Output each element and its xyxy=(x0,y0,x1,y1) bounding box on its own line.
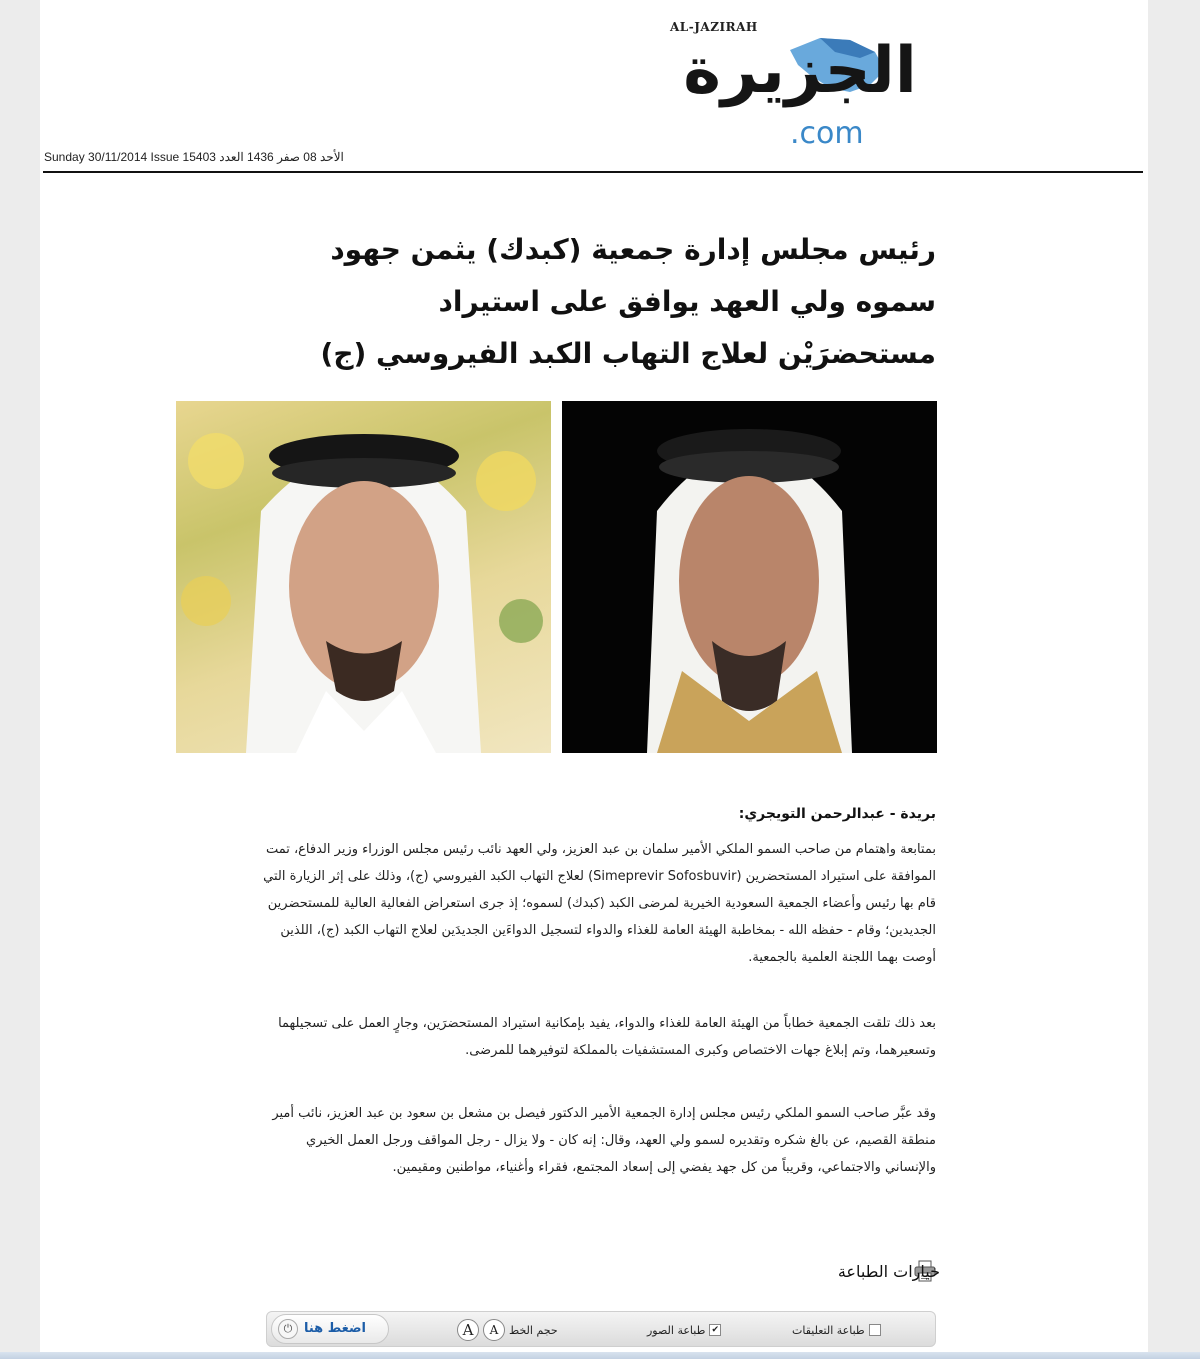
print-images-label: طباعة الصور xyxy=(647,1323,706,1337)
article-paragraph: بمتابعة واهتمام من صاحب السمو الملكي الأمير سلمان بن عبد العزيز، ولي العهد نائب رئيس مجلس الوزراء وزير الدفاع، تمت الموافقة على استيراد المستحضرين (Simeprevir Sofosbuvir) لعلاج التهاب الكبد الفيروسي (ج)، وذلك على إثر الزيارة التي قام بها رئيس وأعضاء الجمعية السعودية الخيرية لمرضى الكبد (كبدك) لسموه؛ إذ جرى استعراض الفعالية العالية للمستحضرين الجديدين؛ وقام - حفظه الله - بمخاطبة الهيئة العامة للغذاء والدواء لتسجيل الدواءَين الجديدَين لعلاج التهاب الكبد (ج)، اللذين أوصت بهما اللجنة العلمية بالجمعية. xyxy=(263,842,936,965)
article-byline: بريدة - عبدالرحمن التويجري: xyxy=(738,806,936,822)
font-size-option xyxy=(457,1312,558,1348)
print-comments-checkbox[interactable] xyxy=(869,1324,881,1336)
print-options-title: خيارات الطباعة xyxy=(837,1262,940,1281)
power-icon: ⏻ xyxy=(278,1319,298,1339)
logo-arabic-text: الجزيرة xyxy=(683,34,917,108)
portrait-photo-right xyxy=(562,401,937,753)
header-divider xyxy=(43,171,1143,173)
press-here-label: اضغط هنا xyxy=(303,1321,366,1336)
font-large-button[interactable]: A xyxy=(457,1319,479,1341)
print-options-toolbar xyxy=(266,1311,936,1347)
print-comments-label: طباعة التعليقات xyxy=(792,1323,865,1337)
print-comments-option[interactable] xyxy=(792,1312,881,1348)
page xyxy=(40,0,1148,1359)
press-here-button[interactable] xyxy=(271,1314,389,1344)
logo-com-text: .com xyxy=(790,116,864,151)
site-logo[interactable] xyxy=(660,12,960,152)
print-images-checkbox[interactable]: ✔ xyxy=(709,1324,721,1336)
issue-dateline: Sunday 30/11/2014 Issue 15403 الأحد 08 صفر 1436 العدد xyxy=(44,150,344,164)
font-small-button[interactable]: A xyxy=(483,1319,505,1341)
logo-latin-text: AL-JAZIRAH xyxy=(670,20,758,34)
print-images-option[interactable] xyxy=(647,1312,721,1348)
portrait-photo-left xyxy=(176,401,551,753)
window-bottom-edge xyxy=(0,1352,1200,1359)
article-paragraph: بعد ذلك تلقت الجمعية خطاباً من الهيئة العامة للغذاء والدواء، يفيد بإمكانية استيراد المستحضرَين، وجارٍ العمل على تسجيلهما وتسعيرهما، وتم إبلاغ جهات الاختصاص وكبرى المستشفيات بالمملكة لتوفيرهما للمرضى. xyxy=(278,1016,936,1058)
font-size-label: حجم الخط xyxy=(509,1323,558,1337)
article-headline: رئيس مجلس إدارة جمعية (كبدك) يثمن جهود سموه ولي العهد يوافق على استيراد مستحضرَيْن لعلاج التهاب الكبد الفيروسي (ج) xyxy=(320,233,936,370)
article-paragraph: وقد عبَّر صاحب السمو الملكي رئيس مجلس إدارة الجمعية الأمير الدكتور فيصل بن مشعل بن سعود بن عبد العزيز، نائب أمير منطقة القصيم، عن بالغ شكره وتقديره لسمو ولي العهد، وقال: إنه كان - ولا يزال - رجل المواقف ورجل العمل الخيري والإنساني والاجتماعي، وقريباً من كل جهد يفضي إلى إسعاد المجتمع، فقراء وأغنياء، مواطنين ومقيمين. xyxy=(272,1106,936,1175)
